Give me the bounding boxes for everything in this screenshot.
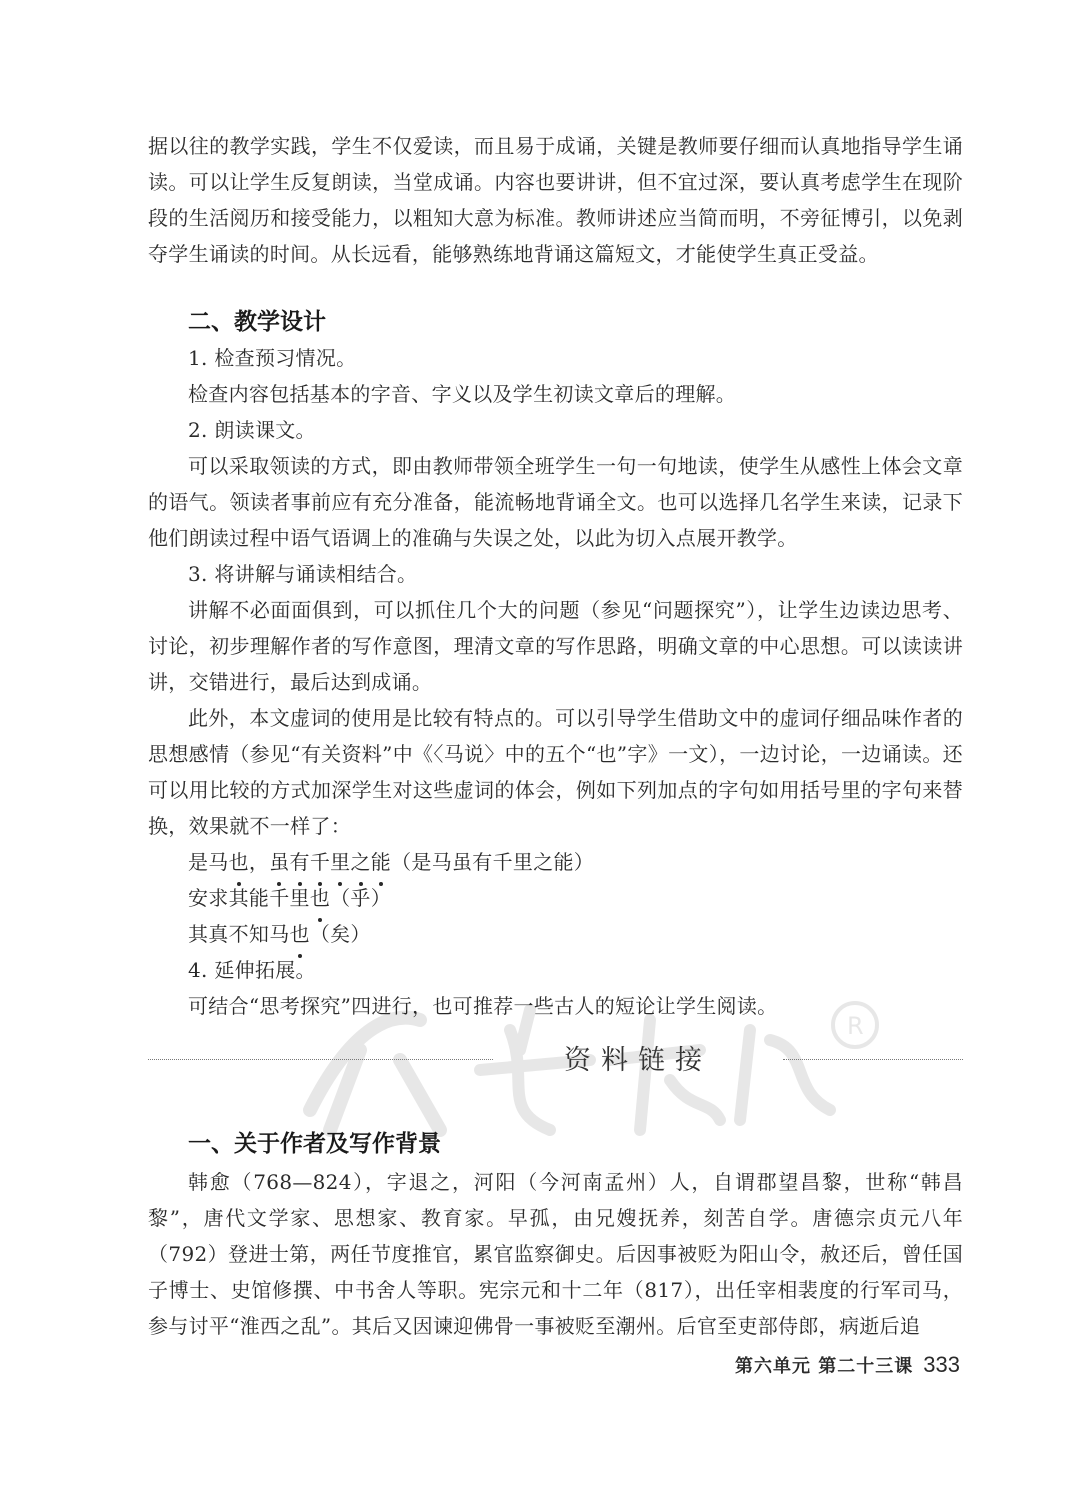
divider-label: 资料链接 <box>564 1045 712 1076</box>
example-line-3 <box>148 916 963 952</box>
emphasis-dot-char: 之 <box>350 844 370 880</box>
emphasis-dot-char: 也 <box>310 880 330 916</box>
example-1-dotted-a <box>229 850 249 874</box>
footer-unit-lesson: 第六单元 第二十三课 <box>735 1356 914 1377</box>
example-1-paren: （是马虽有千里之能） <box>391 850 595 874</box>
example-3-paren: （矣） <box>309 922 371 946</box>
step2-title: 2. 朗读课文。 <box>188 418 316 442</box>
teaching-design-section <box>148 304 963 1024</box>
example-2-paren: （乎） <box>330 886 392 910</box>
example-line-2 <box>148 880 963 916</box>
step3-text: 讲解不必面面俱到，可以抓住几个大的问题（参见“问题探究”），让学生边读边思考、讨论，初步理解作者的写作意图，理清文章的写作思路，明确文章的中心思想。可以读读讲讲，交错进行，最后达到成诵。 <box>148 598 963 694</box>
step3-title: 3. 将讲解与诵读相结合。 <box>188 562 418 586</box>
resource-link-divider <box>148 1034 963 1084</box>
example-1-dotted-b <box>269 850 391 874</box>
emphasis-dot-char: 能 <box>371 844 391 880</box>
page-number: 333 <box>923 1352 960 1377</box>
divider-line-left <box>148 1059 493 1060</box>
emphasis-dot-char: 千 <box>310 844 330 880</box>
intro-paragraph: 据以往的教学实践，学生不仅爱读，而且易于成诵，关键是教师要仔细而认真地指导学生诵读。可以让学生反复朗读，当堂成诵。内容也要讲讲，但不宜过深，要认真考虑学生在现阶段的生活阅历和接受能力，以粗知大意为标准。教师讲述应当简而明，不旁征博引，以免剥夺学生诵读的时间。从长远看，能够熟练地背诵这篇短文，才能使学生真正受益。 <box>148 134 963 266</box>
author-section <box>148 1126 963 1344</box>
example-1-comma: ， <box>248 850 270 874</box>
emphasis-dot-char: 虽 <box>269 844 289 880</box>
svg-text:R: R <box>847 1012 864 1040</box>
author-heading: 一、关于作者及写作背景 <box>188 1131 441 1157</box>
example-3-dotted <box>290 922 310 946</box>
example-1-lead: 是马 <box>188 850 229 874</box>
emphasis-dot-char: 有 <box>290 844 310 880</box>
step4-title: 4. 延伸拓展。 <box>188 958 316 982</box>
example-3-lead: 其真不知马 <box>188 922 290 946</box>
emphasis-dot-char: 也 <box>290 916 310 952</box>
emphasis-dot-char: 也 <box>229 844 249 880</box>
step2-text: 可以采取领读的方式，即由教师带领全班学生一句一句地读，使学生从感性上体会文章的语气。领读者事前应有充分准备，能流畅地背诵全文。也可以选择几名学生来读，记录下他们朗读过程中语气语调上的准确与失误之处，以此为切入点展开教学。 <box>148 454 963 550</box>
divider-line-right <box>783 1059 963 1060</box>
step4-text: 可结合“思考探究”四进行，也可推荐一些古人的短论让学生阅读。 <box>188 994 778 1018</box>
teaching-design-heading: 二、教学设计 <box>188 309 326 335</box>
example-2-lead: 安求其能千里 <box>188 886 310 910</box>
page-footer <box>735 1352 960 1378</box>
step3-text-extra: 此外，本文虚词的使用是比较有特点的。可以引导学生借助文中的虚词仔细品味作者的思想感情（参见“有关资料”中《〈马说〉中的五个“也”字》一文），一边讨论，一边诵读。还可以用比较的方式加深学生对这些虚词的体会，例如下列加点的字句如用括号里的字句来替换，效果就不一样了： <box>148 706 963 838</box>
step1-title: 1. 检查预习情况。 <box>188 346 357 370</box>
author-bio-text: 韩愈（768—824），字退之，河阳（今河南孟州）人，自谓郡望昌黎，世称“韩昌黎”，唐代文学家、思想家、教育家。早孤，由兄嫂抚养，刻苦自学。唐德宗贞元八年（792）登进士第，两任节度推官，累官监察御史。后因事被贬为阳山令，赦还后，曾任国子博士、史馆修撰、中书舍人等职。宪宗元和十二年（817），出任宰相裴度的行军司马，参与讨平“淮西之乱”。其后又因谏迎佛骨一事被贬至潮州。后官至吏部侍郎，病逝后追 <box>148 1170 963 1338</box>
example-line-1 <box>148 844 963 880</box>
intro-section <box>148 128 963 272</box>
example-2-dotted <box>310 886 330 910</box>
step1-text: 检查内容包括基本的字音、字义以及学生初读文章后的理解。 <box>188 382 737 406</box>
emphasis-dot-char: 里 <box>330 844 350 880</box>
